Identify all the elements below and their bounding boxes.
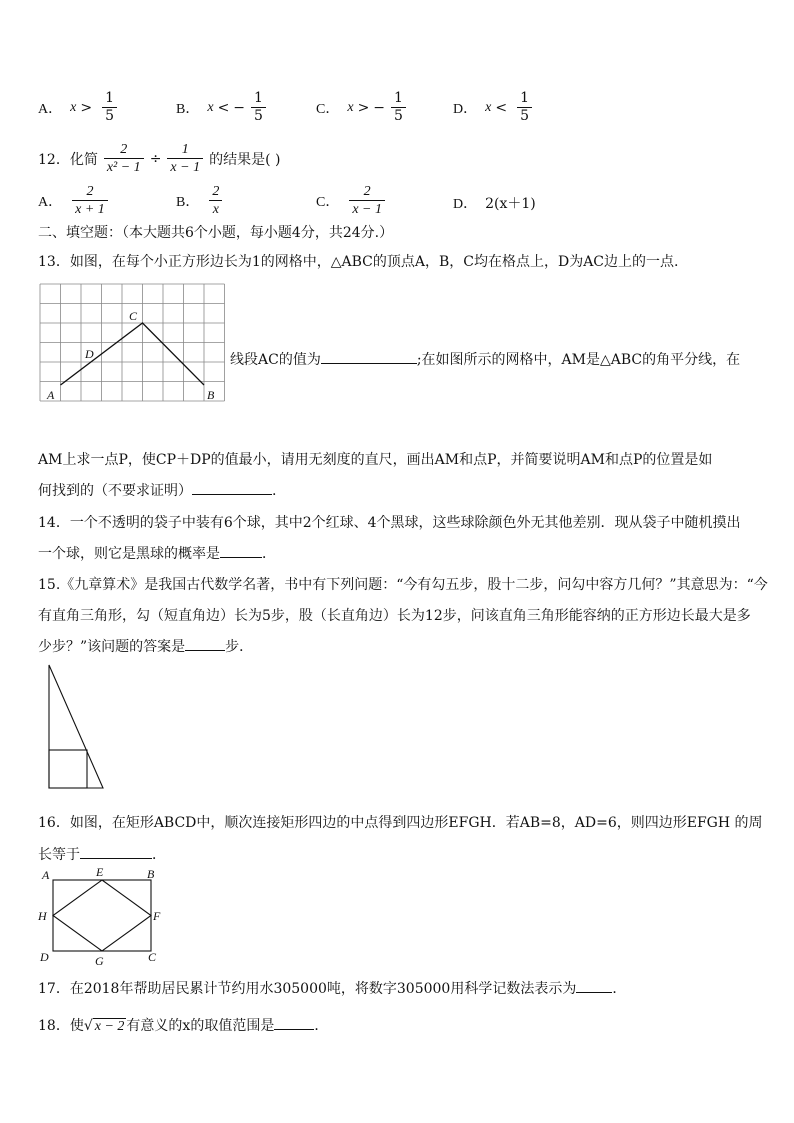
option-label: A． xyxy=(38,194,63,210)
label-c: C xyxy=(148,950,157,964)
q15-line-3 xyxy=(38,636,253,656)
label-e: E xyxy=(96,865,104,879)
option-sign: − xyxy=(233,99,246,116)
option-var: x xyxy=(70,99,77,115)
numerator: 1 xyxy=(517,90,532,108)
q14-line-2-text: 一个球，则它是黑球的概率是 xyxy=(38,546,220,562)
q16-line-1: 16．如图，在矩形ABCD中，顺次连接矩形四边的中点得到四边形EFGH．若AB=8，AD=6，则四边形EFGH 的周 xyxy=(38,815,763,831)
q12-option-a xyxy=(38,183,110,218)
q11-option-c xyxy=(316,90,408,125)
denominator: 5 xyxy=(105,108,114,124)
label-g: G xyxy=(95,954,104,968)
q16-rectangle-figure xyxy=(34,864,168,970)
answer-blank[interactable] xyxy=(80,846,152,859)
option-label: D． xyxy=(453,197,478,212)
label-d: D xyxy=(40,950,49,964)
q14-line-2 xyxy=(38,543,276,563)
denominator: x − 1 xyxy=(170,160,201,175)
q16-line-2-end: ． xyxy=(152,847,166,863)
option-fraction xyxy=(517,90,532,125)
q11-option-d xyxy=(453,90,534,125)
sqrt-icon: √ xyxy=(83,1018,93,1034)
q13-line-2-end: ;在如图所示的网格中，AM是△ABC的角平分线，在 xyxy=(416,352,741,368)
q17-end: ． xyxy=(612,981,627,997)
numerator: 2 xyxy=(72,183,108,201)
option-label: B． xyxy=(176,194,200,210)
right-triangle xyxy=(49,665,103,788)
label-d: D xyxy=(85,347,94,361)
q13-line-3: AM上求一点P，使CP＋DP的值最小，请用无刻度的直尺，画出AM和点P，并简要说明AM和点P的位置是如 xyxy=(38,452,713,468)
answer-blank[interactable] xyxy=(192,482,272,495)
q12-suffix: 的结果是( ) xyxy=(209,151,281,168)
label-a: A xyxy=(42,868,50,882)
q16-line-2 xyxy=(38,844,166,864)
denominator: x² − 1 xyxy=(106,160,141,175)
inscribed-square xyxy=(49,750,87,788)
q15-line-2: 有直角三角形，勾（短直角边）长为5步，股（长直角边）长为12步，问该直角三角形能容纳的正方形边长最大是多 xyxy=(38,608,751,624)
q12-option-c xyxy=(316,183,387,218)
label-a: A xyxy=(47,388,55,402)
numerator: 1 xyxy=(167,141,203,159)
option-op: < xyxy=(495,99,508,116)
grid-lines xyxy=(40,284,225,401)
q15-triangle-figure xyxy=(44,662,108,792)
option-fraction xyxy=(209,183,222,218)
denominator: 5 xyxy=(394,108,403,124)
option-fraction xyxy=(72,183,108,218)
numerator: 2 xyxy=(104,141,144,159)
denominator: x xyxy=(212,202,219,217)
option-op: < xyxy=(217,99,230,116)
answer-blank[interactable] xyxy=(185,638,225,651)
option-fraction xyxy=(251,90,266,125)
divide-sign: ÷ xyxy=(149,150,162,167)
label-h: H xyxy=(38,909,47,923)
option-var: x xyxy=(207,99,214,115)
label-f: F xyxy=(153,909,161,923)
quadrilateral-efgh xyxy=(53,880,151,951)
q14-line-1: 14．一个不透明的袋子中装有6个球，其中2个红球、4个黑球，这些球除颜色外无其他差别．现从袋子中随机摸出 xyxy=(38,515,741,531)
numerator: 1 xyxy=(251,90,266,108)
label-b: B xyxy=(147,867,155,881)
answer-blank[interactable] xyxy=(274,1017,314,1030)
q12-option-d xyxy=(453,193,536,213)
label-c: C xyxy=(129,309,138,323)
q15-line-3-end: 步． xyxy=(225,639,254,655)
q15-line-3-text: 少步？”该问题的答案是 xyxy=(38,639,186,655)
radicand: x − 2 xyxy=(94,1019,125,1034)
q17-line xyxy=(38,978,626,998)
denominator: x + 1 xyxy=(75,202,105,217)
option-op: > xyxy=(80,99,93,116)
q12-question xyxy=(38,141,280,176)
q18-line xyxy=(38,1015,328,1035)
q11-option-a xyxy=(38,90,119,125)
option-label: D． xyxy=(453,101,478,117)
q13-line-4-text: 何找到的（不要求证明） xyxy=(38,483,192,499)
q13-line-2 xyxy=(230,349,740,369)
option-fraction xyxy=(349,183,385,218)
answer-blank[interactable] xyxy=(220,545,262,558)
numerator: 1 xyxy=(391,90,406,108)
answer-blank[interactable] xyxy=(321,351,417,364)
q14-line-2-end: ． xyxy=(262,546,276,562)
option-sign: − xyxy=(373,99,386,116)
q13-line-4-end: . xyxy=(272,483,277,499)
numerator: 1 xyxy=(102,90,117,108)
option-text: 2(x＋1) xyxy=(485,196,536,212)
q17-text: 17．在2018年帮助居民累计节约用水305000吨，将数字305000用科学记数法表示为 xyxy=(38,981,577,997)
rectangle-abcd xyxy=(53,880,151,951)
option-op: > xyxy=(357,99,370,116)
q12-fraction-2 xyxy=(167,141,203,176)
q18-suffix: 有意义的x的取值范围是 xyxy=(126,1018,275,1034)
q18-prefix: 18．使 xyxy=(38,1018,84,1034)
numerator: 2 xyxy=(209,183,222,201)
denominator: 5 xyxy=(520,108,529,124)
answer-blank[interactable] xyxy=(576,980,612,993)
option-fraction xyxy=(102,90,117,125)
numerator: 2 xyxy=(349,183,385,201)
q12-option-b xyxy=(176,183,224,218)
triangle-abc xyxy=(61,323,205,385)
denominator: 5 xyxy=(254,108,263,124)
option-label: C． xyxy=(316,101,340,117)
q12-prefix: 12．化简 xyxy=(38,151,98,168)
q18-end: ． xyxy=(314,1018,329,1034)
option-label: C． xyxy=(316,194,340,210)
q13-line-2-start: 线段AC的值为 xyxy=(230,352,321,368)
q11-option-b xyxy=(176,90,268,125)
q15-line-1: 15.《九章算术》是我国古代数学名著，书中有下列问题：“今有勾五步，股十二步，问勾中容方几何？”其意思为：“今 xyxy=(38,577,768,593)
q16-line-2-text: 长等于 xyxy=(38,847,80,863)
q13-line-1: 13．如图，在每个小正方形边长为1的网格中，△ABC的顶点A，B，C均在格点上，D为AC边上的一点. xyxy=(38,254,679,270)
option-var: x xyxy=(347,99,354,115)
option-var: x xyxy=(485,99,492,115)
label-b: B xyxy=(207,388,215,402)
option-fraction xyxy=(391,90,406,125)
option-label: A． xyxy=(38,101,63,117)
option-label: B． xyxy=(176,101,200,117)
q13-grid-figure xyxy=(35,283,231,405)
q12-fraction-1 xyxy=(104,141,144,176)
denominator: x − 1 xyxy=(352,202,383,217)
q13-line-4 xyxy=(38,480,276,500)
section-heading: 二、填空题：（本大题共6个小题，每小题4分，共24分.） xyxy=(38,225,394,241)
